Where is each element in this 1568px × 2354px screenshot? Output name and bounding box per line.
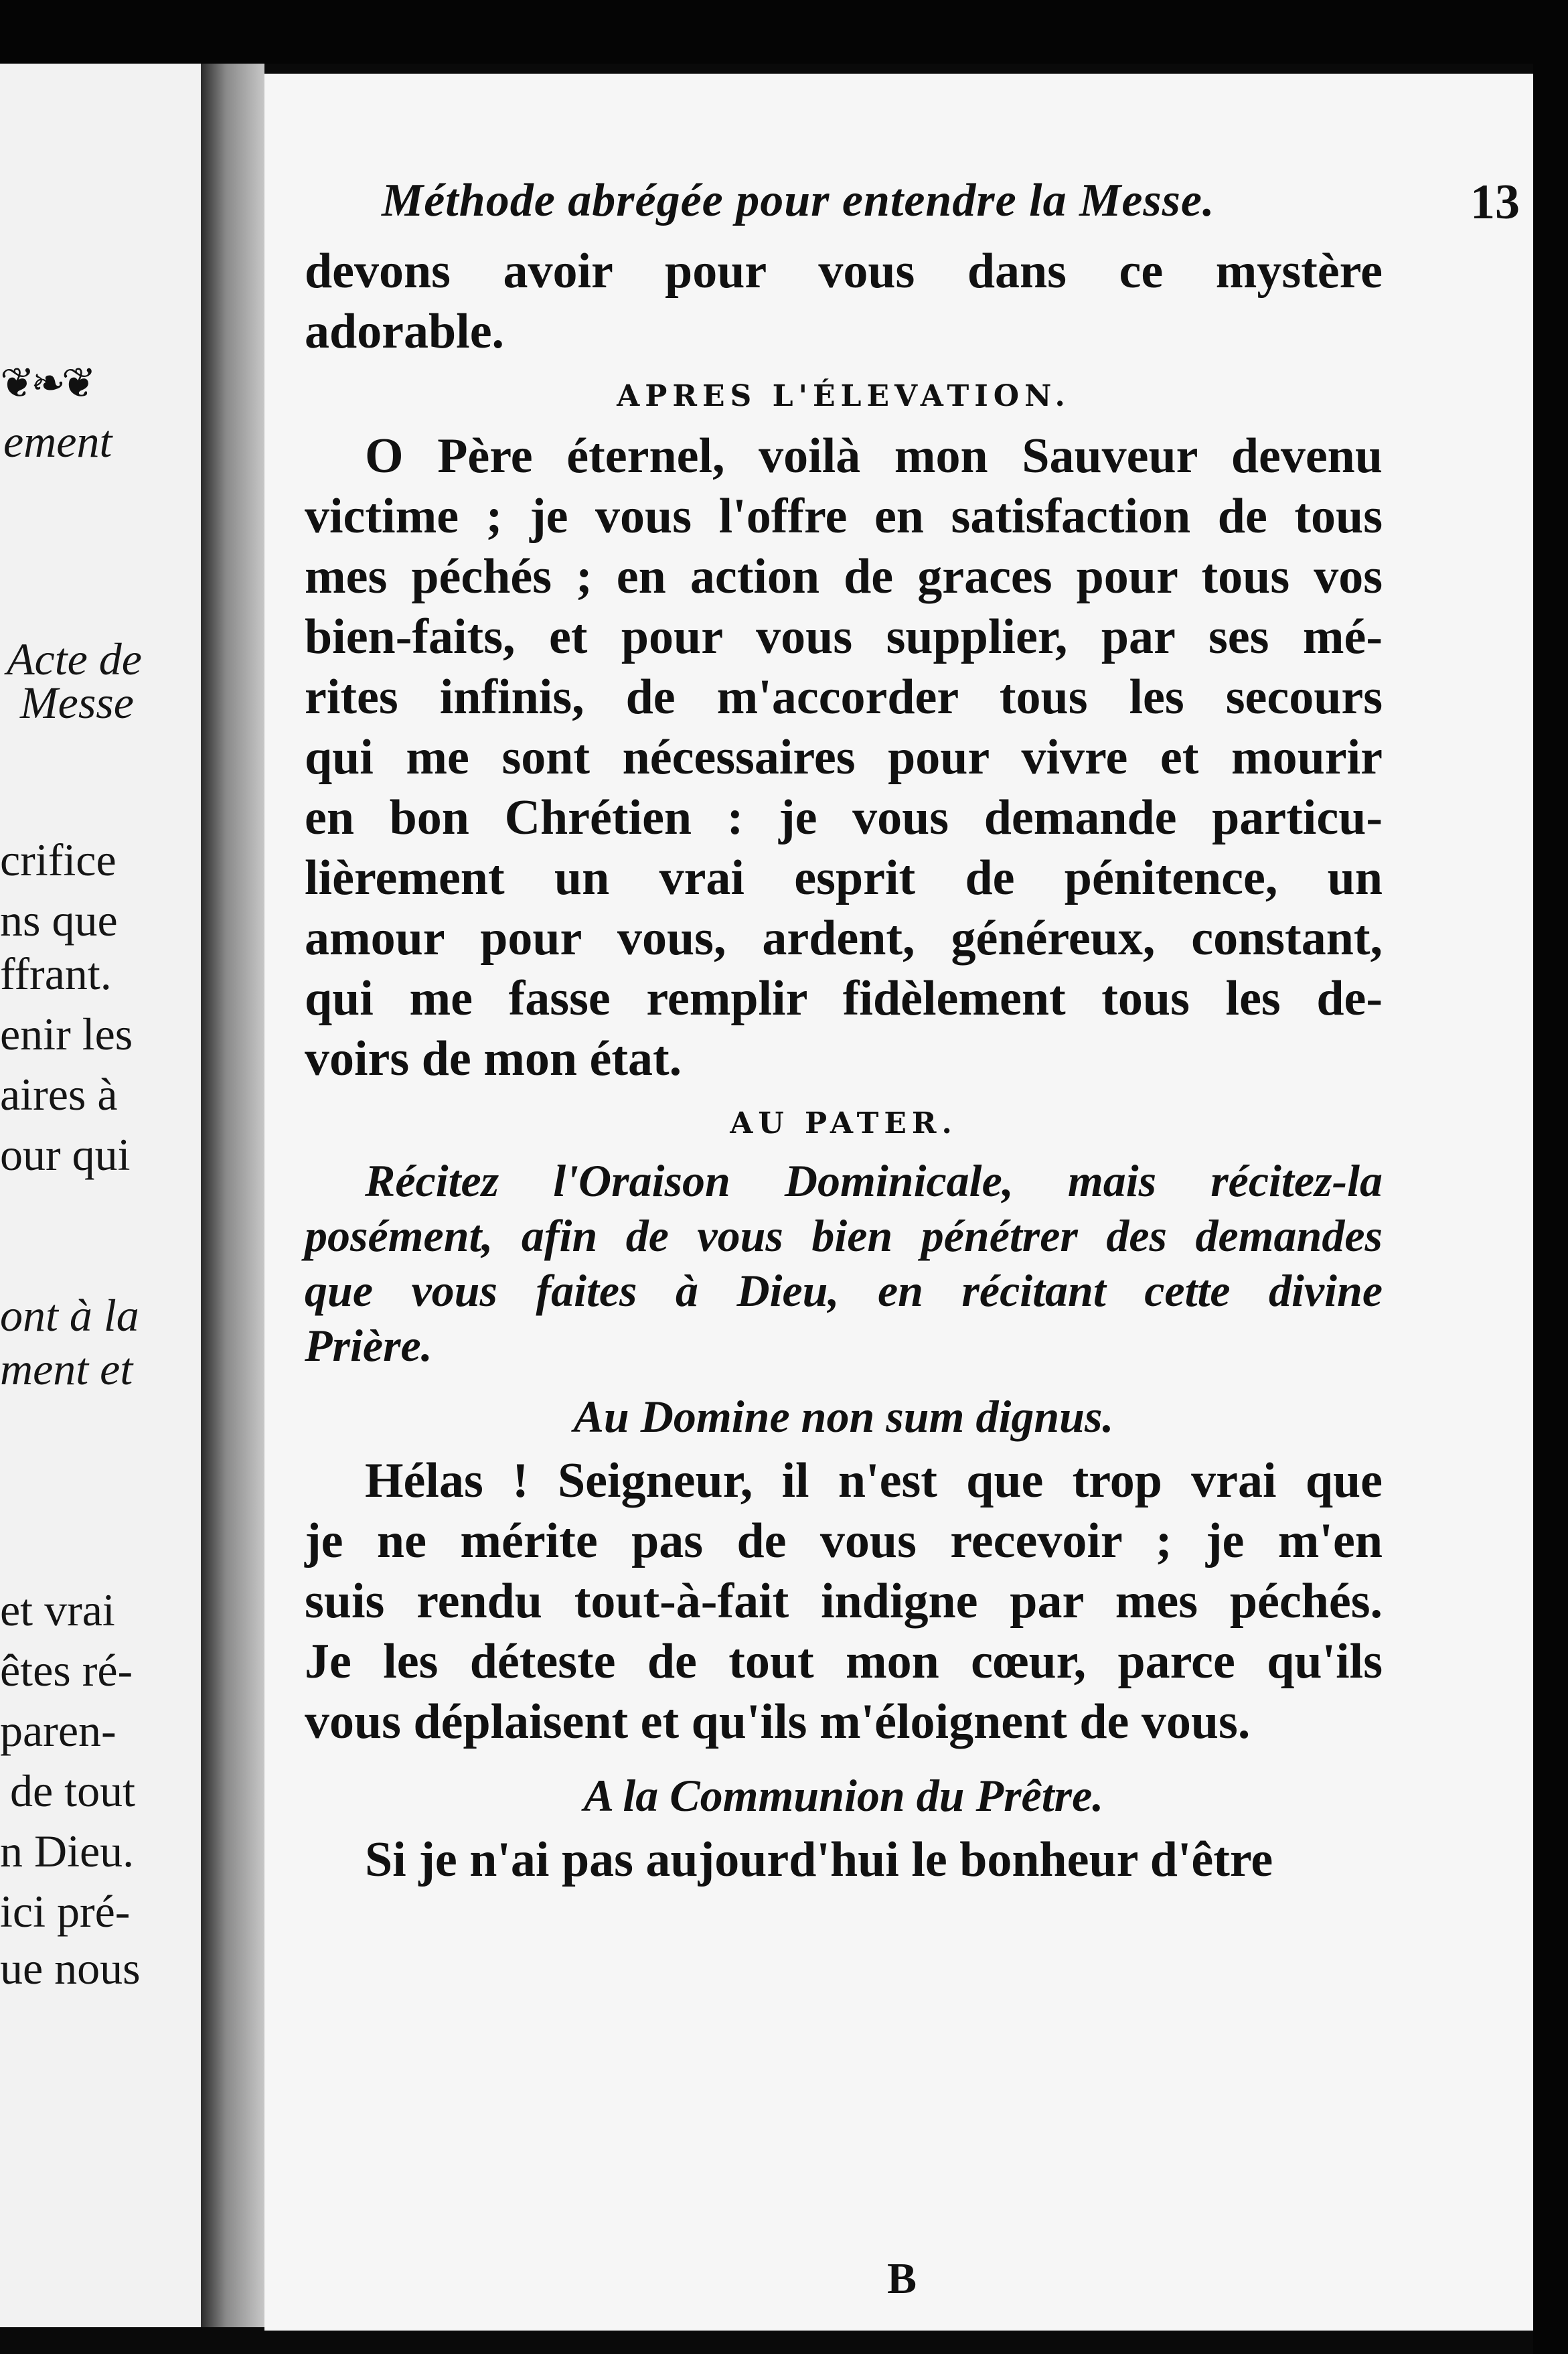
rubric-line: posément, afin de vous bien pénétrer des demandes [305, 1210, 1383, 1261]
left-fragment: ffrant. [0, 948, 112, 999]
text-line: vous déplaisent et qu'ils m'éloignent de vous. [305, 1694, 1251, 1749]
book-page [264, 74, 1533, 2331]
page-number: 13 [1470, 175, 1520, 230]
text-line: qui me fasse remplir fidèlement tous les de- [305, 971, 1383, 1026]
running-title: Méthode abrégée pour entendre la Messe. [382, 175, 1215, 226]
text-line: lièrement un vrai esprit de pénitence, un [305, 851, 1383, 905]
text-line: qui me sont nécessaires pour vivre et mourir [305, 730, 1383, 785]
section-heading-pater: AU PATER. [730, 1106, 957, 1141]
rubric-line: Récitez l'Oraison Dominicale, mais récitez-la [365, 1155, 1383, 1206]
left-fragment: êtes ré- [0, 1645, 133, 1696]
left-fragment: ont à la [0, 1290, 139, 1341]
left-fragment: crifice [0, 834, 116, 885]
text-line: mes péchés ; en action de graces pour tous vos [305, 549, 1383, 604]
text-line: Je les déteste de tout mon cœur, parce qu'ils [305, 1634, 1383, 1689]
text-line: rites infinis, de m'accorder tous les secours [305, 670, 1383, 725]
scan-top-edge [0, 0, 1568, 64]
left-fragment: aires à [0, 1069, 118, 1120]
signature-mark: B [887, 2254, 917, 2303]
left-fragment: ment et [0, 1343, 133, 1394]
left-fragment: de tout [10, 1765, 135, 1816]
book-gutter [201, 64, 264, 2327]
left-fragment: our qui [0, 1129, 131, 1180]
left-fragment: paren- [0, 1705, 116, 1756]
text-line: victime ; je vous l'offre en satisfaction de tous [305, 489, 1383, 544]
text-line: devons avoir pour vous dans ce mystère [305, 244, 1383, 299]
rubric-line: Prière. [305, 1320, 433, 1371]
text-line: Hélas ! Seigneur, il n'est que trop vrai que [365, 1453, 1383, 1508]
ornament-icon: ❦❧❦ [0, 358, 92, 407]
scan-right-edge [1533, 64, 1568, 2354]
section-heading-elevation: APRES L'ÉLEVATION. [617, 379, 1071, 413]
text-line: O Père éternel, voilà mon Sauveur devenu [365, 429, 1383, 484]
text-line: Si je n'ai pas aujourd'hui le bonheur d'être [365, 1832, 1273, 1887]
text-block [305, 241, 1383, 1890]
text-line: suis rendu tout-à-fait indigne par mes péchés. [305, 1574, 1383, 1629]
left-fragment: enir les [0, 1009, 133, 1059]
left-fragment: Acte de [7, 634, 142, 684]
section-heading-domine: Au Domine non sum dignus. [573, 1391, 1114, 1442]
left-fragment: ici pré- [0, 1886, 131, 1937]
section-heading-communion: A la Communion du Prêtre. [583, 1770, 1104, 1821]
left-fragment: et vrai [0, 1585, 115, 1635]
text-line: en bon Chrétien : je vous demande particu- [305, 790, 1383, 845]
rubric-line: que vous faites à Dieu, en récitant cette divine [305, 1265, 1383, 1316]
left-fragment: ue nous [0, 1943, 141, 1994]
left-fragment: ement [3, 416, 112, 467]
left-fragment: ns que [0, 895, 118, 946]
text-line: adorable. [305, 304, 505, 359]
text-line: bien-faits, et pour vous supplier, par ses mé- [305, 609, 1383, 664]
running-head [382, 174, 1520, 241]
left-page-fragment [0, 64, 201, 2327]
text-line: voirs de mon état. [305, 1031, 682, 1086]
left-fragment: Messe [20, 677, 134, 728]
text-line: amour pour vous, ardent, généreux, constant, [305, 911, 1383, 966]
text-line: je ne mérite pas de vous recevoir ; je m'en [305, 1514, 1383, 1568]
left-fragment: n Dieu. [0, 1826, 135, 1877]
